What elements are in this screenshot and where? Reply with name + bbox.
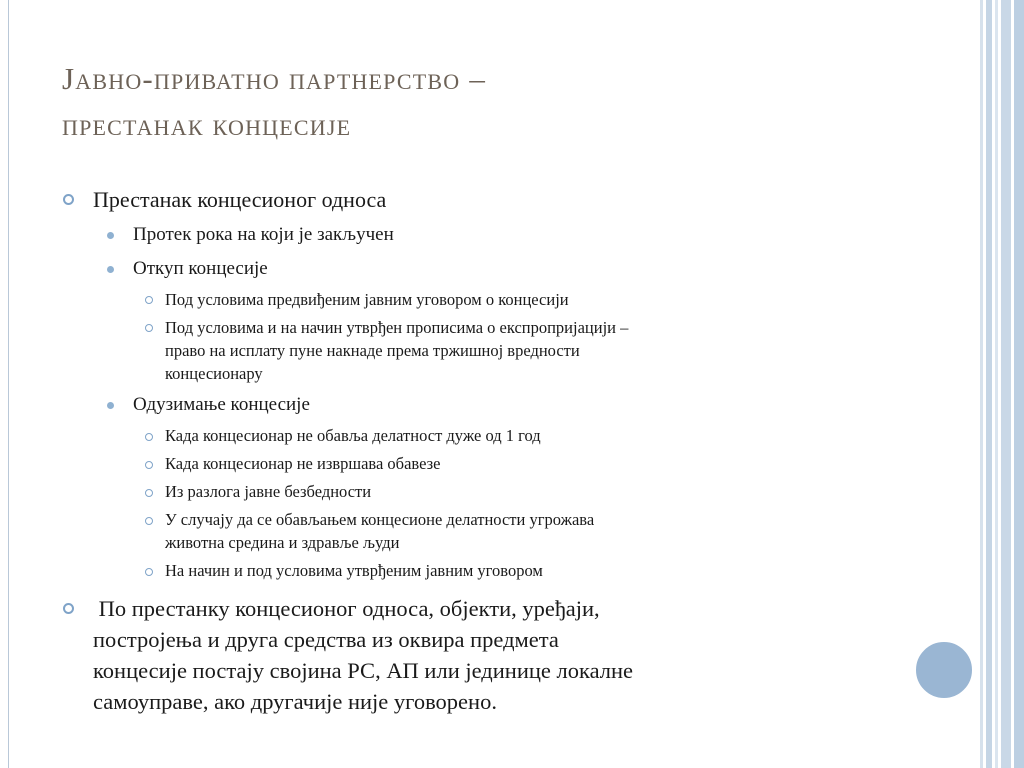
ring-bullet-icon <box>145 568 153 576</box>
sub3-item-5: На начин и под условима утврђеним јавним уговором <box>165 561 543 580</box>
bullet-main-2-line-1: По престанку концесионог односа, објекти, уређаји, <box>93 596 600 621</box>
sub3-item-4-line-2: животна средина и здравље људи <box>165 533 400 552</box>
sub2-item-2-line-3: концесионару <box>165 364 263 383</box>
ring-bullet-icon <box>145 324 153 332</box>
sub3-item-2: Када концесионар не извршава обавезе <box>165 454 441 473</box>
sub2-item-2-line-2: право на исплату пуне накнаде према тржишној вредности <box>165 341 580 360</box>
bullet-main-2-line-4: самоуправе, ако другачије није уговорено. <box>93 689 497 714</box>
bullet-sub-3: Одузимање концесије <box>133 394 310 415</box>
sub3-item-4-line-1: У случају да се обављањем концесионе делатности угрожава <box>165 510 595 529</box>
decorative-stripes <box>980 0 1024 768</box>
dot-bullet-icon <box>107 266 114 273</box>
ring-bullet-icon <box>145 433 153 441</box>
bullet-main-1: Престанак концесионог односа <box>93 187 387 212</box>
slide-title <box>62 56 922 148</box>
ring-bullet-icon <box>145 489 153 497</box>
sub2-item-1: Под условима предвиђеним јавним уговором о концесији <box>165 290 569 309</box>
title-line-1: Јавно-приватно партнерство – <box>62 61 487 96</box>
title-line-2: престанак концесије <box>62 107 352 142</box>
dot-bullet-icon <box>107 402 114 409</box>
ring-bullet-icon <box>145 296 153 304</box>
bullet-sub-1: Протек рока на који је закључен <box>133 224 394 245</box>
dot-bullet-icon <box>107 232 114 239</box>
bullet-main-2-line-2: постројења и друга средства из оквира предмета <box>93 627 559 652</box>
ring-bullet-icon <box>63 194 74 205</box>
bullet-main-2-line-3: концесије постају својина РС, АП или јединице локалне <box>93 658 634 683</box>
ring-bullet-icon <box>63 603 74 614</box>
bullet-sub-2: Откуп концесије <box>133 258 268 279</box>
sub2-item-2-line-1: Под условима и на начин утврђен прописима о експропријацији – <box>165 318 629 337</box>
sub3-item-3: Из разлога јавне безбедности <box>165 482 372 501</box>
frame-line <box>8 0 9 768</box>
ring-bullet-icon <box>145 517 153 525</box>
ring-bullet-icon <box>145 461 153 469</box>
decorative-circle <box>913 639 975 701</box>
sub3-item-1: Када концесионар не обавља делатност дуже од 1 год <box>165 426 541 445</box>
